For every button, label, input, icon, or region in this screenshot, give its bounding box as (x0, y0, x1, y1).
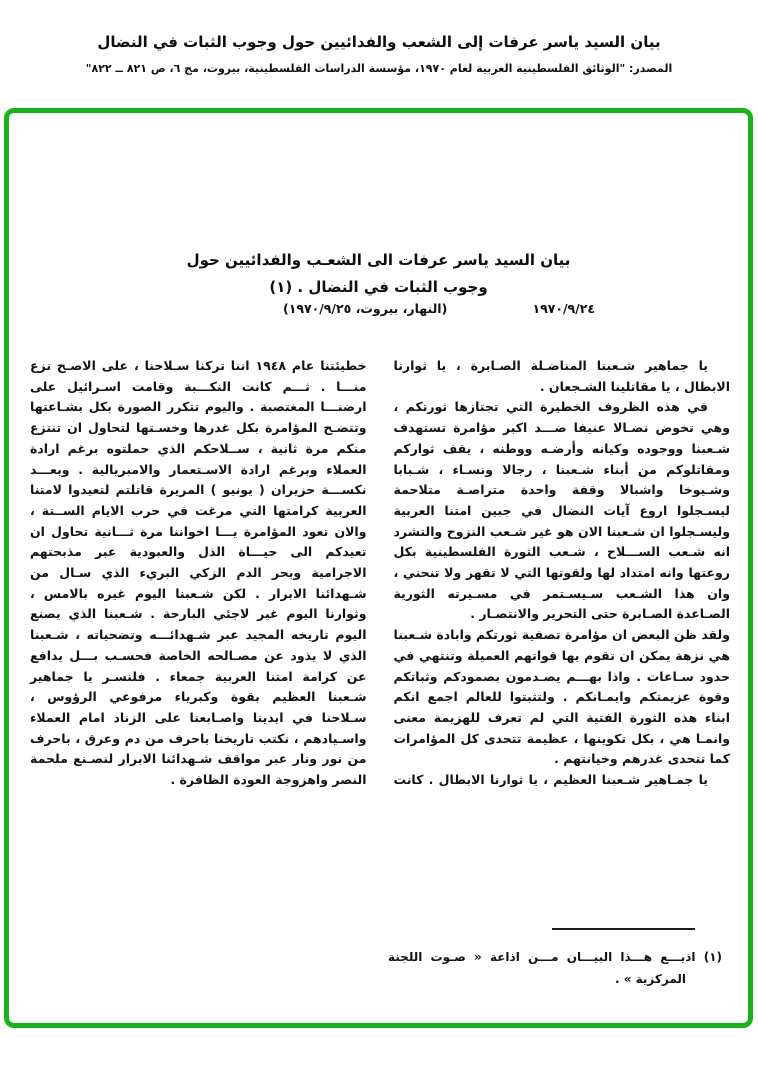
heading-line-2: وجوب الثبات في النضال . (١) (269, 278, 488, 296)
paragraph-conspiracy: ولقد ظن البعض ان مؤامرة تصفية ثورتكم وابادة شـعبنا هي نزهة يمكن ان تقوم بها قواتهم العميلة وتنتهي في حدود سـاعات . واذا بهـــم يصـدمون بصمودكم وثباتكم وقوة عزيمتكم وايمـانكم . ولتثبتوا للعالم اجمع انكم ابناء هذه الثورة الفتية التي لم تعرف للهزيمة معنى وانمـا هي ، بكل تكوينها ، عظيمة تتحدى كل المؤامرات كما تتحدى غدرهم وخيانتهم . (393, 627, 730, 767)
publication-reference: (النهار، بيروت، ١٩٧٠/٩/٢٥) (283, 301, 448, 316)
column-right (394, 356, 731, 791)
paragraph-salutation: يا جماهير شـعبنا المناضـلة الصـابرة ، يا ثوارنا الابطال ، يا مقاتلينا الشـجعان . (393, 358, 730, 394)
source-line: المصدر: "الوثائق الفلسطينية العربية لعام ١٩٧٠، مؤسسة الدراسات الفلسطينية، بيروت، مج ٦، ص ٨٢١ ــ ٨٢٢" (85, 62, 673, 75)
document-frame (4, 108, 753, 1028)
document-heading (9, 247, 748, 301)
paragraph-circumstances: في هذه الظروف الخطيرة التي تجتازها ثورتكم ، وهي تخوض نضـالا عنيفا ضـــد اكبر مؤامرة تستهدف شـعبنا ووجوده وكيانه وأرضـه ووطنه ، يقف ثواركم ومقاتلوكم من أبناء شـعبنا ، رجالا ونسـاء ، شـبابا وشـيوخا واشبالا وقفة واحدة متراصـة متلاحمة ليسـجلوا اروع آيات النضال في جبين امتنا العربية وليسـجلوا ان شـعبنا الان هو غير شـعب النزوح والتشرد انه شـعب الســـلاح ، شـعب الثورة الفلسطينية بكل روعتها وانه امتداد لها ولقوتها التي لا تقهر ولا تنحني ، وان هذا الشـعب سـيسـتمر في مسـيرته الثورية الصـاعدة الصـابرة حتى التحرير والانتصـار . (393, 399, 730, 622)
footnote-divider (552, 928, 695, 930)
heading-line-1: بيان السيد ياسر عرفات الى الشعـب والفدائيين حول (186, 251, 571, 269)
footnote-line-2: المركزية » . (614, 972, 686, 986)
paragraph-address-continued: يا جمـاهير شـعبنا العظيم ، يا ثوارنا الابطال . كانت (393, 772, 708, 788)
body-columns (9, 356, 748, 791)
column-left (30, 356, 367, 791)
paragraph-continuation: خطيئتنا عام ١٩٤٨ اننا تركنا سـلاحنا ، على الاصـح نزع منـــا . ثـــم كانت النكـــبة وقامت اسـرائيل على ارضنـــا المغتصبة . واليوم تتكرر الصورة بكل بشـاعتها وتتضـح المؤامرة بكل غدرها وخسـتها لتحاول ان تنتزع منكم مرة ثانية ، ســلاحكم الذي حملتوه برغم ارادة العملاء وبرغم ارادة الاسـتعمار والامبريالية . وبعـــد نكســـة حزيران ( يونيو ) المريرة قاتلتم لتعيدوا لامتنا العربية كرامتها التي مرغت في حرب الايام الســتة ، والان تعود المؤامرة يـــا اخواننا مرة ثـــانية تحاول ان تعيدكم الى حيـــاة الذل والعبودية عبر مذبحتهم الاجرامية وبحر الدم الزكي البريء الذي سـال من شـهدائنا الابرار . لكن شـعبنا اليوم غيره بالامس ، وثوارنا اليوم غير لاجئي البارحة . شـعبنا الذي يصنع اليوم تاريخه المجيد عبر شـهدائـــه وتضحياته ، شـعبنا الذي لا يذود عن مصـالحه الخاصة فحسـب بـــل يدافع عن كرامة امتنا العربية جمعاء . فلنسـر يا جماهير شـعبنا العظيم بقوة وكبرياء مرفوعي الرؤوس ، سـلاحنا في ايدينا واصـابعنا على الزناد امام العملاء واسـيادهم ، نكتب تاريخنا باحرف من دم وعرق ، باحرف من نور ونار عبر مواقف شـهدائنا الابرار لنصـنع ملحمة النصر واهزوجة العودة الظافرة . (30, 358, 367, 788)
document-date: ١٩٧٠/٩/٢٤ (532, 301, 595, 316)
footnote-line-1: (١) اذيـــع هـــذا البيـــان مـــن اذاعة « صـوت اللجنة (388, 950, 722, 964)
date-row (283, 301, 595, 316)
footnote (388, 946, 722, 990)
page-title: بيان السيد ياسر عرفات إلى الشعب والفدائيين حول وجوب الثبات في النضال (97, 33, 661, 51)
